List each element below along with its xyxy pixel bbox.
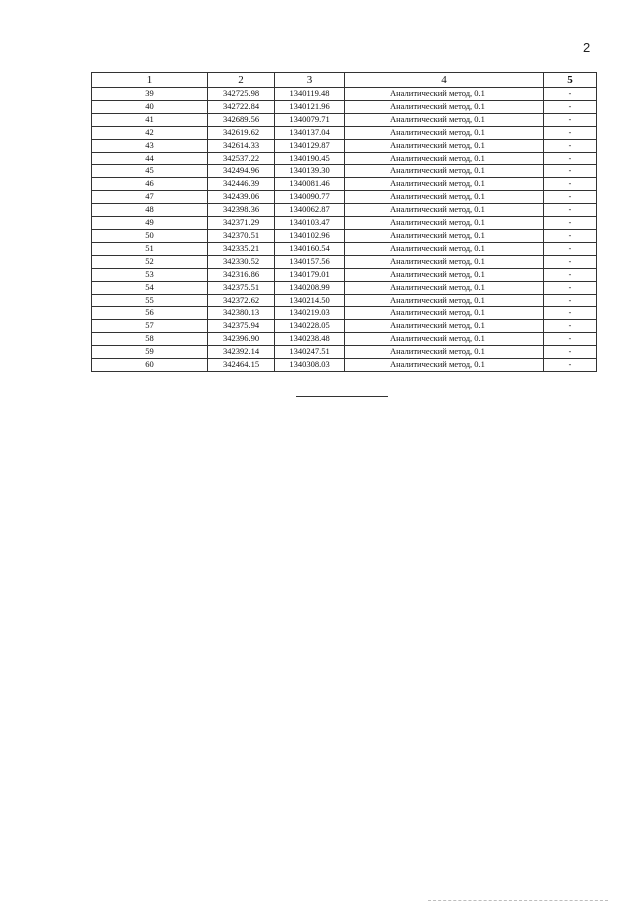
point-number-cell: 44 (92, 152, 208, 165)
table-row (92, 152, 597, 165)
method-cell: Аналитический метод, 0.1 (345, 165, 544, 178)
method-cell: Аналитический метод, 0.1 (345, 88, 544, 101)
x-coordinate-cell: 342370.51 (208, 229, 275, 242)
method-cell: Аналитический метод, 0.1 (345, 268, 544, 281)
column-5-cell: - (544, 294, 597, 307)
table-row (92, 268, 597, 281)
table-row (92, 88, 597, 101)
coordinates-table (91, 72, 597, 372)
column-5-cell: - (544, 217, 597, 230)
method-cell: Аналитический метод, 0.1 (345, 229, 544, 242)
method-cell: Аналитический метод, 0.1 (345, 191, 544, 204)
x-coordinate-cell: 342330.52 (208, 255, 275, 268)
header-y-coordinate: 3 (275, 73, 345, 88)
footer-rule (428, 900, 608, 901)
y-coordinate-cell: 1340190.45 (275, 152, 345, 165)
x-coordinate-cell: 342396.90 (208, 333, 275, 346)
method-cell: Аналитический метод, 0.1 (345, 333, 544, 346)
header-method: 4 (345, 73, 544, 88)
table-row (92, 359, 597, 372)
method-cell: Аналитический метод, 0.1 (345, 217, 544, 230)
y-coordinate-cell: 1340208.99 (275, 281, 345, 294)
point-number-cell: 40 (92, 100, 208, 113)
table-row (92, 178, 597, 191)
point-number-cell: 58 (92, 333, 208, 346)
column-5-cell: - (544, 346, 597, 359)
point-number-cell: 49 (92, 217, 208, 230)
x-coordinate-cell: 342619.62 (208, 126, 275, 139)
point-number-cell: 43 (92, 139, 208, 152)
x-coordinate-cell: 342371.29 (208, 217, 275, 230)
point-number-cell: 48 (92, 204, 208, 217)
point-number-cell: 57 (92, 320, 208, 333)
table-row (92, 113, 597, 126)
method-cell: Аналитический метод, 0.1 (345, 294, 544, 307)
x-coordinate-cell: 342464.15 (208, 359, 275, 372)
table-row (92, 346, 597, 359)
y-coordinate-cell: 1340214.50 (275, 294, 345, 307)
x-coordinate-cell: 342689.56 (208, 113, 275, 126)
x-coordinate-cell: 342316.86 (208, 268, 275, 281)
x-coordinate-cell: 342446.39 (208, 178, 275, 191)
x-coordinate-cell: 342372.62 (208, 294, 275, 307)
point-number-cell: 42 (92, 126, 208, 139)
y-coordinate-cell: 1340090.77 (275, 191, 345, 204)
y-coordinate-cell: 1340228.05 (275, 320, 345, 333)
point-number-cell: 55 (92, 294, 208, 307)
point-number-cell: 47 (92, 191, 208, 204)
column-5-cell: - (544, 191, 597, 204)
column-5-cell: - (544, 281, 597, 294)
table-row (92, 229, 597, 242)
point-number-cell: 46 (92, 178, 208, 191)
table-row (92, 320, 597, 333)
x-coordinate-cell: 342722.84 (208, 100, 275, 113)
y-coordinate-cell: 1340079.71 (275, 113, 345, 126)
column-5-cell: - (544, 152, 597, 165)
y-coordinate-cell: 1340139.30 (275, 165, 345, 178)
method-cell: Аналитический метод, 0.1 (345, 346, 544, 359)
y-coordinate-cell: 1340157.56 (275, 255, 345, 268)
y-coordinate-cell: 1340137.04 (275, 126, 345, 139)
x-coordinate-cell: 342725.98 (208, 88, 275, 101)
point-number-cell: 39 (92, 88, 208, 101)
method-cell: Аналитический метод, 0.1 (345, 100, 544, 113)
method-cell: Аналитический метод, 0.1 (345, 281, 544, 294)
table-row (92, 242, 597, 255)
column-5-cell: - (544, 268, 597, 281)
column-5-cell: - (544, 333, 597, 346)
y-coordinate-cell: 1340102.96 (275, 229, 345, 242)
column-5-cell: - (544, 204, 597, 217)
table-row (92, 333, 597, 346)
x-coordinate-cell: 342439.06 (208, 191, 275, 204)
y-coordinate-cell: 1340179.01 (275, 268, 345, 281)
table-row (92, 307, 597, 320)
closing-rule (296, 396, 388, 397)
x-coordinate-cell: 342537.22 (208, 152, 275, 165)
method-cell: Аналитический метод, 0.1 (345, 139, 544, 152)
method-cell: Аналитический метод, 0.1 (345, 320, 544, 333)
column-5-cell: - (544, 255, 597, 268)
column-5-cell: - (544, 113, 597, 126)
y-coordinate-cell: 1340119.48 (275, 88, 345, 101)
table-row (92, 255, 597, 268)
table-row (92, 165, 597, 178)
table-body (92, 88, 597, 372)
y-coordinate-cell: 1340219.03 (275, 307, 345, 320)
y-coordinate-cell: 1340247.51 (275, 346, 345, 359)
point-number-cell: 41 (92, 113, 208, 126)
header-point-number: 1 (92, 73, 208, 88)
method-cell: Аналитический метод, 0.1 (345, 255, 544, 268)
column-5-cell: - (544, 229, 597, 242)
point-number-cell: 60 (92, 359, 208, 372)
x-coordinate-cell: 342614.33 (208, 139, 275, 152)
y-coordinate-cell: 1340062.87 (275, 204, 345, 217)
table-row (92, 294, 597, 307)
point-number-cell: 51 (92, 242, 208, 255)
table-row (92, 281, 597, 294)
x-coordinate-cell: 342494.96 (208, 165, 275, 178)
method-cell: Аналитический метод, 0.1 (345, 178, 544, 191)
point-number-cell: 50 (92, 229, 208, 242)
x-coordinate-cell: 342392.14 (208, 346, 275, 359)
point-number-cell: 54 (92, 281, 208, 294)
method-cell: Аналитический метод, 0.1 (345, 359, 544, 372)
table-row (92, 126, 597, 139)
point-number-cell: 56 (92, 307, 208, 320)
column-5-cell: - (544, 359, 597, 372)
table-row (92, 139, 597, 152)
method-cell: Аналитический метод, 0.1 (345, 126, 544, 139)
page-number: 2 (583, 40, 591, 55)
y-coordinate-cell: 1340081.46 (275, 178, 345, 191)
column-5-cell: - (544, 126, 597, 139)
x-coordinate-cell: 342335.21 (208, 242, 275, 255)
column-5-cell: - (544, 307, 597, 320)
table-row (92, 217, 597, 230)
y-coordinate-cell: 1340308.03 (275, 359, 345, 372)
y-coordinate-cell: 1340103.47 (275, 217, 345, 230)
column-5-cell: - (544, 242, 597, 255)
column-5-cell: - (544, 88, 597, 101)
x-coordinate-cell: 342380.13 (208, 307, 275, 320)
method-cell: Аналитический метод, 0.1 (345, 113, 544, 126)
method-cell: Аналитический метод, 0.1 (345, 242, 544, 255)
column-5-cell: - (544, 100, 597, 113)
table-row (92, 191, 597, 204)
table-row (92, 100, 597, 113)
point-number-cell: 52 (92, 255, 208, 268)
table-row (92, 204, 597, 217)
y-coordinate-cell: 1340160.54 (275, 242, 345, 255)
method-cell: Аналитический метод, 0.1 (345, 307, 544, 320)
point-number-cell: 53 (92, 268, 208, 281)
x-coordinate-cell: 342375.94 (208, 320, 275, 333)
point-number-cell: 59 (92, 346, 208, 359)
column-5-cell: - (544, 139, 597, 152)
x-coordinate-cell: 342375.51 (208, 281, 275, 294)
column-5-cell: - (544, 320, 597, 333)
header-column-5: 5 (544, 73, 597, 88)
y-coordinate-cell: 1340121.96 (275, 100, 345, 113)
point-number-cell: 45 (92, 165, 208, 178)
table-header-row (92, 73, 597, 88)
y-coordinate-cell: 1340238.48 (275, 333, 345, 346)
method-cell: Аналитический метод, 0.1 (345, 152, 544, 165)
method-cell: Аналитический метод, 0.1 (345, 204, 544, 217)
y-coordinate-cell: 1340129.87 (275, 139, 345, 152)
column-5-cell: - (544, 165, 597, 178)
column-5-cell: - (544, 178, 597, 191)
header-x-coordinate: 2 (208, 73, 275, 88)
x-coordinate-cell: 342398.36 (208, 204, 275, 217)
